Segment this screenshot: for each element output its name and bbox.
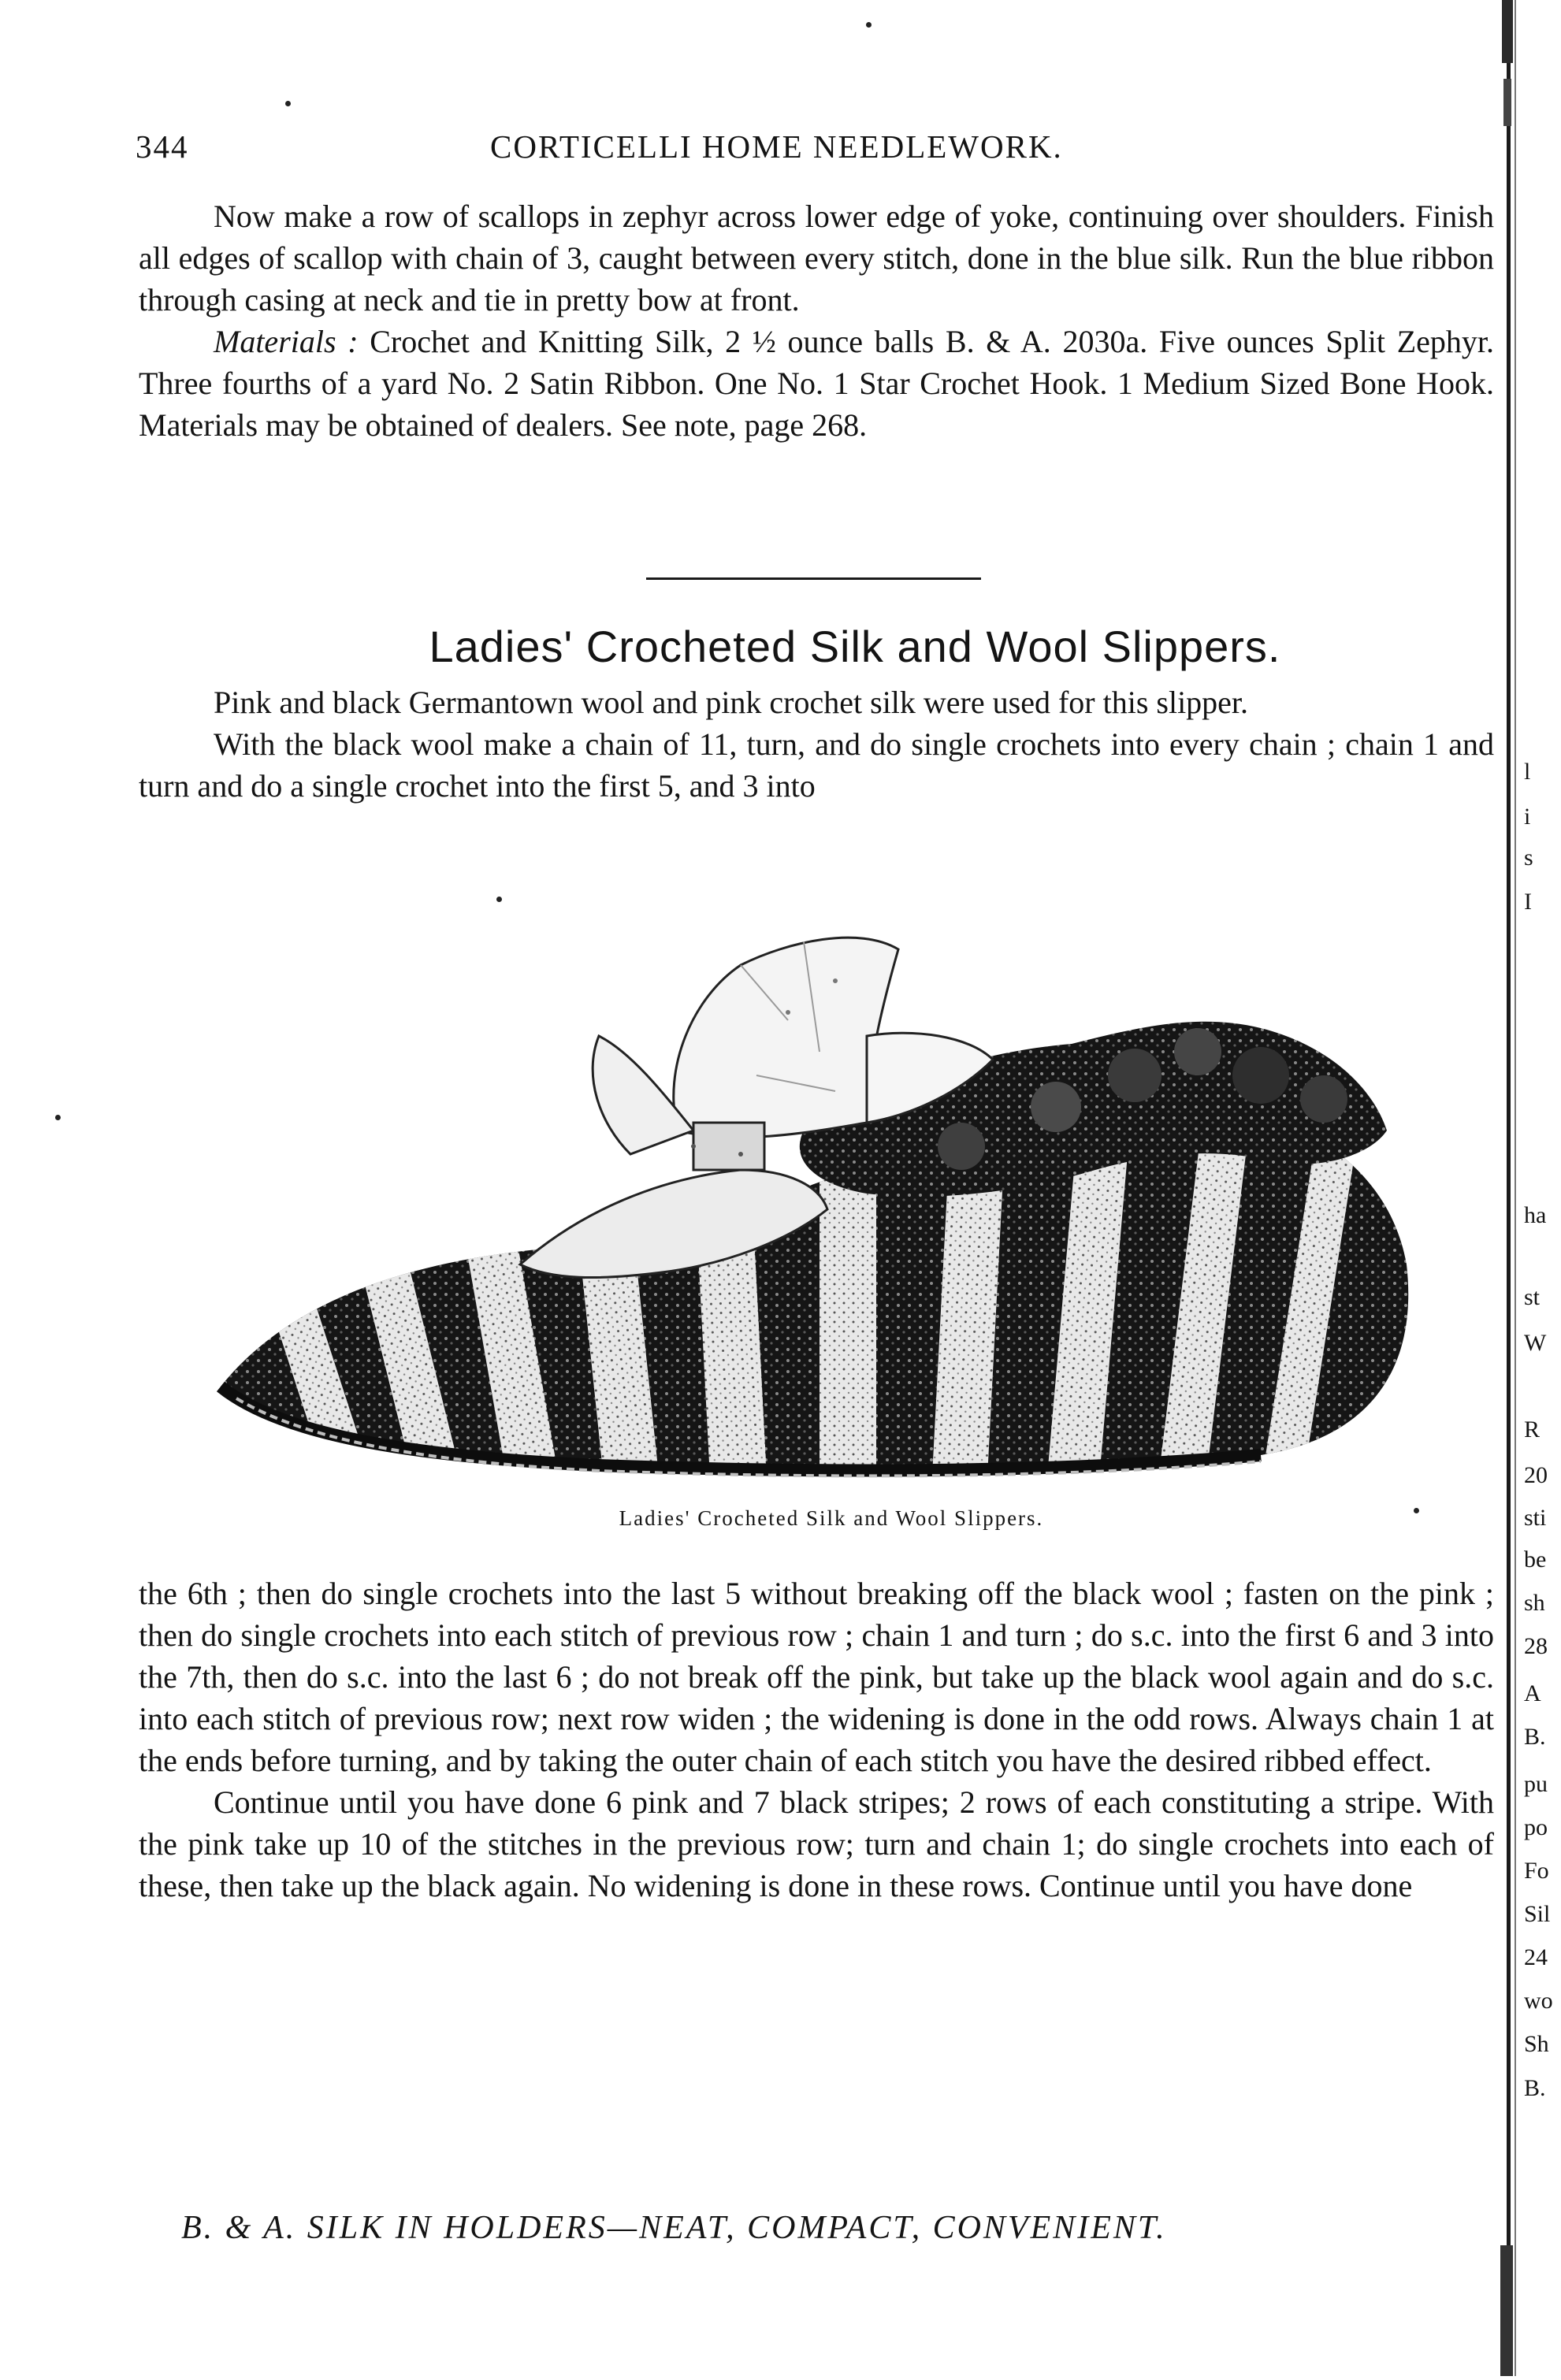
- article-title: Ladies' Crocheted Silk and Wool Slippers.: [429, 622, 1281, 671]
- edge-fragment: ha: [1524, 1202, 1547, 1228]
- slipper-intro: [139, 681, 1494, 807]
- page-footer-slogan: B. & A. SILK IN HOLDERS—NEAT, COMPACT, CONVENIENT.: [181, 2210, 1167, 2246]
- edge-fragment: R: [1524, 1416, 1541, 1442]
- edge-fragment: i: [1524, 804, 1531, 830]
- edge-fragment: A: [1524, 1680, 1541, 1706]
- edge-fragment: Sh: [1524, 2031, 1549, 2057]
- edge-fragment: W: [1524, 1330, 1547, 1356]
- edge-fragment: s: [1524, 845, 1533, 871]
- stripes-paragraph: Continue until you have done 6 pink and 7 black stripes; 2 rows of each constituting a stripe. With the pink take up 10 of the stitches in the previous row; turn and chain 1; do single crochets into each of these, then take up the black again. No widening is done in these rows. Continue until you have done: [139, 1784, 1494, 1903]
- section-divider: [646, 577, 981, 580]
- edge-fragment: B.: [1524, 2075, 1546, 2101]
- edge-fragment: st: [1524, 1284, 1541, 1310]
- materials-paragraph: [139, 321, 1494, 446]
- page-number: 344: [136, 128, 189, 165]
- edge-fragment: Fo: [1524, 1858, 1549, 1884]
- edge-fragment: B.: [1524, 1724, 1546, 1750]
- slipper-instructions: [139, 1572, 1494, 1907]
- edge-fragment: l: [1524, 759, 1531, 785]
- figure-caption: Ladies' Crocheted Silk and Wool Slippers.: [619, 1506, 1044, 1530]
- scallop-paragraph: Now make a row of scallops in zephyr across lower edge of yoke, continuing over shoulders. Finish all edges of scallop with chain of 3, caught between every stitch, done in the blue silk. Run the blue ribbon through casing at neck and tie in pretty bow at front.: [139, 199, 1494, 317]
- edge-fragment: 28: [1524, 1633, 1548, 1659]
- materials-label: Materials :: [214, 324, 359, 359]
- edge-fragment: wo: [1524, 1988, 1553, 2014]
- edge-fragment: po: [1524, 1814, 1548, 1840]
- chain-paragraph: With the black wool make a chain of 11, turn, and do single crochets into every chain ; chain 1 and turn and do a single crochet into the first 5, and 3 into: [139, 726, 1494, 804]
- page-header: [136, 128, 1499, 175]
- ink-speck: [1414, 1508, 1419, 1513]
- page-binding-shadow: [1497, 0, 1561, 2376]
- edge-fragment: sti: [1524, 1505, 1547, 1531]
- ink-speck: [285, 101, 291, 106]
- edge-fragment: Sil: [1524, 1901, 1551, 1927]
- edge-fragment: 20: [1524, 1462, 1548, 1488]
- continuation-paragraph: the 6th ; then do single crochets into the last 5 without breaking off the black wool ; fasten on the pink ; then do single crochets into each stitch of previous row ; chain 1 and turn ; do s.c. into the first 6 and 3 into the 7th, then do s.c. into the last 6 ; do not break off the pink, but take up the black wool again and do s.c. into each stitch of previous row; next row widen ; the widening is done in the odd rows. Always chain 1 at the ends before turning, and by taking the outer chain of each stitch you have the desired ribbed effect.: [139, 1576, 1494, 1778]
- ink-speck: [496, 897, 502, 902]
- edge-fragment: I: [1524, 889, 1532, 915]
- ink-speck: [866, 22, 872, 28]
- materials-text: Crochet and Knitting Silk, 2 ½ ounce balls B. & A. 2030a. Five ounces Split Zephyr. Three fourths of a yard No. 2 Satin Ribbon. One No. 1 Star Crochet Hook. 1 Medium Sized Bone Hook. Materials may be obtained of dealers. See note, page 268.: [139, 324, 1495, 443]
- edge-fragment: be: [1524, 1546, 1547, 1572]
- edge-fragment: 24: [1524, 1944, 1548, 1970]
- running-title: CORTICELLI HOME NEEDLEWORK.: [490, 128, 1063, 165]
- yoke-instructions: [139, 195, 1494, 446]
- ink-speck: [55, 1115, 61, 1120]
- edge-fragment: sh: [1524, 1590, 1545, 1616]
- slipper-illustration: [189, 894, 1481, 1493]
- edge-fragment: pu: [1524, 1771, 1548, 1797]
- adjacent-page-edge: [1497, 0, 1561, 2376]
- intro-paragraph: Pink and black Germantown wool and pink crochet silk were used for this slipper.: [214, 685, 1249, 720]
